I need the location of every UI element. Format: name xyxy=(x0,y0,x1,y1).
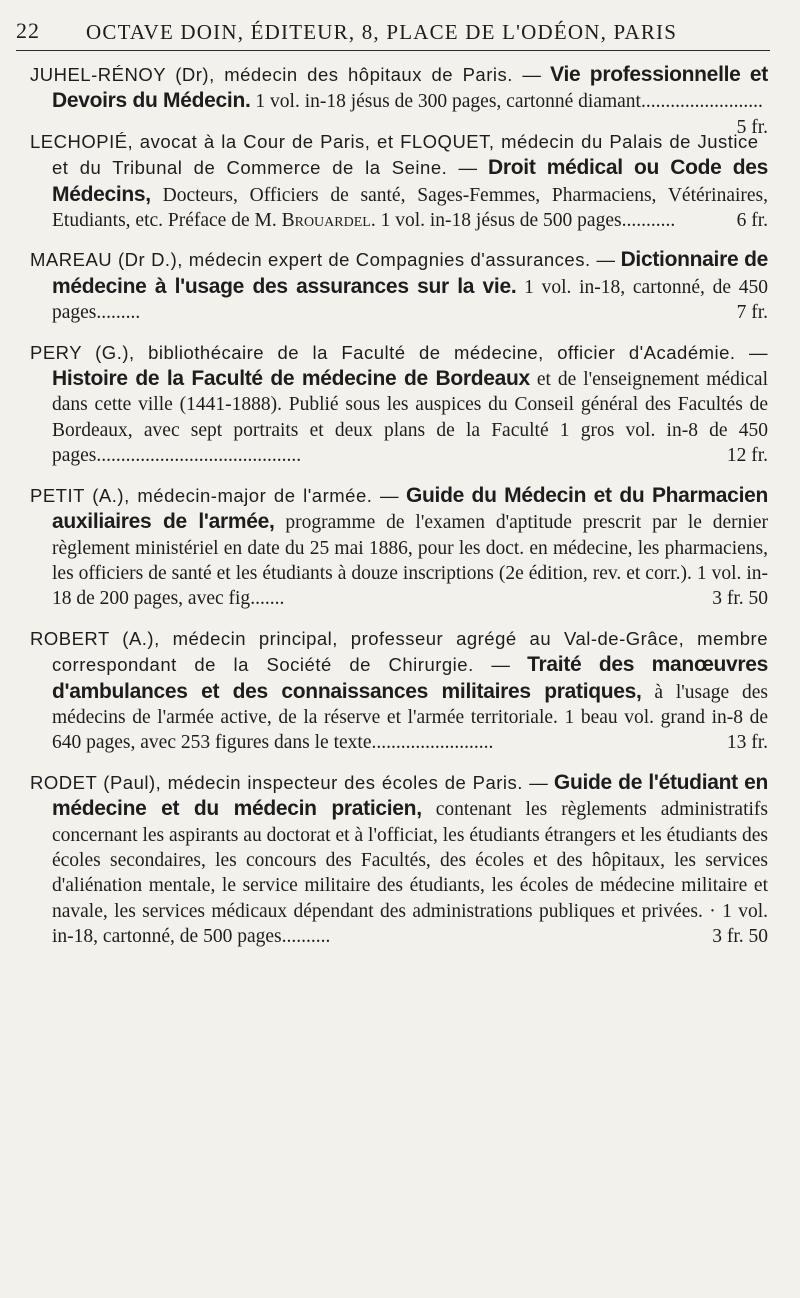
leader-dots: ......................... xyxy=(640,91,763,113)
entry-price: 13 fr. xyxy=(726,732,768,754)
catalog-entry-juhel-renoy xyxy=(30,62,768,138)
catalog-entry-lechopie xyxy=(30,129,768,234)
leader-dots: ........... xyxy=(621,210,676,232)
catalog-entry-petit xyxy=(30,483,768,612)
running-head: OCTAVE DOIN, ÉDITEUR, 8, PLACE DE L'ODÉON, PARIS xyxy=(86,20,678,44)
entry-price: 5 fr. xyxy=(736,116,768,138)
entry-title: Droit médical ou Code des Médecins, xyxy=(52,156,768,206)
entry-author: ROBERT (A.), médecin principal, professeur agrégé au Val-de-Grâce, membre correspondant de la Société de Chirurgie. — xyxy=(30,627,768,676)
entry-author: MAREAU (Dr D.), médecin expert de Compagnies d'assurances. — xyxy=(30,249,616,271)
catalog-entry-rodet xyxy=(30,770,768,950)
entry-title: Traité des manœuvres d'ambulances et des connaissances militaires pratiques, xyxy=(52,653,769,703)
catalog-entry-mareau xyxy=(30,247,768,325)
entry-title: Guide de l'étudiant en médecine et du médecin praticien, xyxy=(52,770,768,821)
entry-details: 1 vol. in-18, cartonné, de 450 pages xyxy=(52,276,768,324)
entry-details-name: Brouardel xyxy=(281,210,371,232)
entry-details: 1 vol. in-18 jésus de 300 pages, cartonné diamant xyxy=(255,91,641,113)
leader-dots: ......................... xyxy=(371,732,494,754)
page-number: 22 xyxy=(16,18,40,43)
entry-details: à l'usage des médecins de l'armée active, de la réserve et l'armée territoriale. 1 beau vol. grand in-8 de 640 pages, avec 253 figures dans le texte xyxy=(52,681,768,754)
page-header xyxy=(16,14,770,51)
leader-dots: .......................................... xyxy=(96,445,302,467)
entry-title: Dictionnaire de médecine à l'usage des assurances sur la vie. xyxy=(52,248,768,298)
catalog-entry-pery xyxy=(30,340,768,469)
entry-price: 3 fr. 50 xyxy=(712,588,768,610)
entry-price: 6 fr. xyxy=(736,210,768,232)
entry-author: LECHOPIÉ, avocat à la Cour de Paris, et FLOQUET, médecin du Palais de Justice et du Tribunal de Commerce de la Seine. — xyxy=(30,130,759,179)
entry-details: programme de l'examen d'aptitude prescrit par le dernier règlement ministériel en date du 25 mai 1886, pour les doct. en médecine, les pharmaciens, les officiers de santé et les étudiants à douze inscriptions (2e édition, rev. et corr.). 1 vol. in-18 de 200 pages, avec fig xyxy=(52,512,768,610)
entry-author: PETIT (A.), médecin-major de l'armée. — xyxy=(30,484,400,506)
leader-dots: ......... xyxy=(96,302,141,324)
entry-price: 3 fr. 50 xyxy=(712,926,768,948)
entry-author: RODET (Paul), médecin inspecteur des écoles de Paris. — xyxy=(30,771,549,793)
leader-dots: ....... xyxy=(250,588,285,610)
entry-author: PERY (G.), bibliothécaire de la Faculté de médecine, officier d'Académie. — xyxy=(30,341,768,363)
entry-title: Histoire de la Faculté de médecine de Bordeaux xyxy=(52,367,530,391)
catalog-entry-robert xyxy=(30,626,768,756)
entry-title: Guide du Médecin et du Pharmacien auxiliaires de l'armée, xyxy=(52,483,769,534)
catalog-entries xyxy=(30,62,768,964)
entry-details: et de l'enseignement médical dans cette ville (1441-1888). Publié sous les auspices du Conseil général des Facultés de Bordeaux, avec sept portraits et deux plans de la Faculté 1 gros vol. in-8 de 450 pages xyxy=(52,369,768,467)
leader-dots: .......... xyxy=(281,926,331,948)
entry-title: Vie professionnelle et Devoirs du Médecin. xyxy=(52,63,768,113)
entry-author: JUHEL-RÉNOY (Dr), médecin des hôpitaux de Paris. — xyxy=(30,64,542,85)
entry-details: . 1 vol. in-18 jésus de 500 pages xyxy=(370,210,622,232)
entry-price: 12 fr. xyxy=(726,445,768,467)
entry-details: contenant les règlements administratifs concernant les aspirants au doctorat et à l'officiat, les étudiants étrangers et les étudiants des écoles secondaires, les concours des Facultés, des écoles et des hôpitaux, les services d'aliénation mentale, le service militaire des étudiants, les écoles de médecine militaire et navale, les services médicaux dépendant des administrations publiques et privées. · 1 vol. in-18, cartonné, de 500 pages xyxy=(52,799,769,948)
entry-details: Docteurs, Officiers de santé, Sages-Femmes, Pharmaciens, Vétérinaires, Etudiants, etc. Préface de M. xyxy=(52,184,769,232)
entry-price: 7 fr. xyxy=(736,302,768,324)
